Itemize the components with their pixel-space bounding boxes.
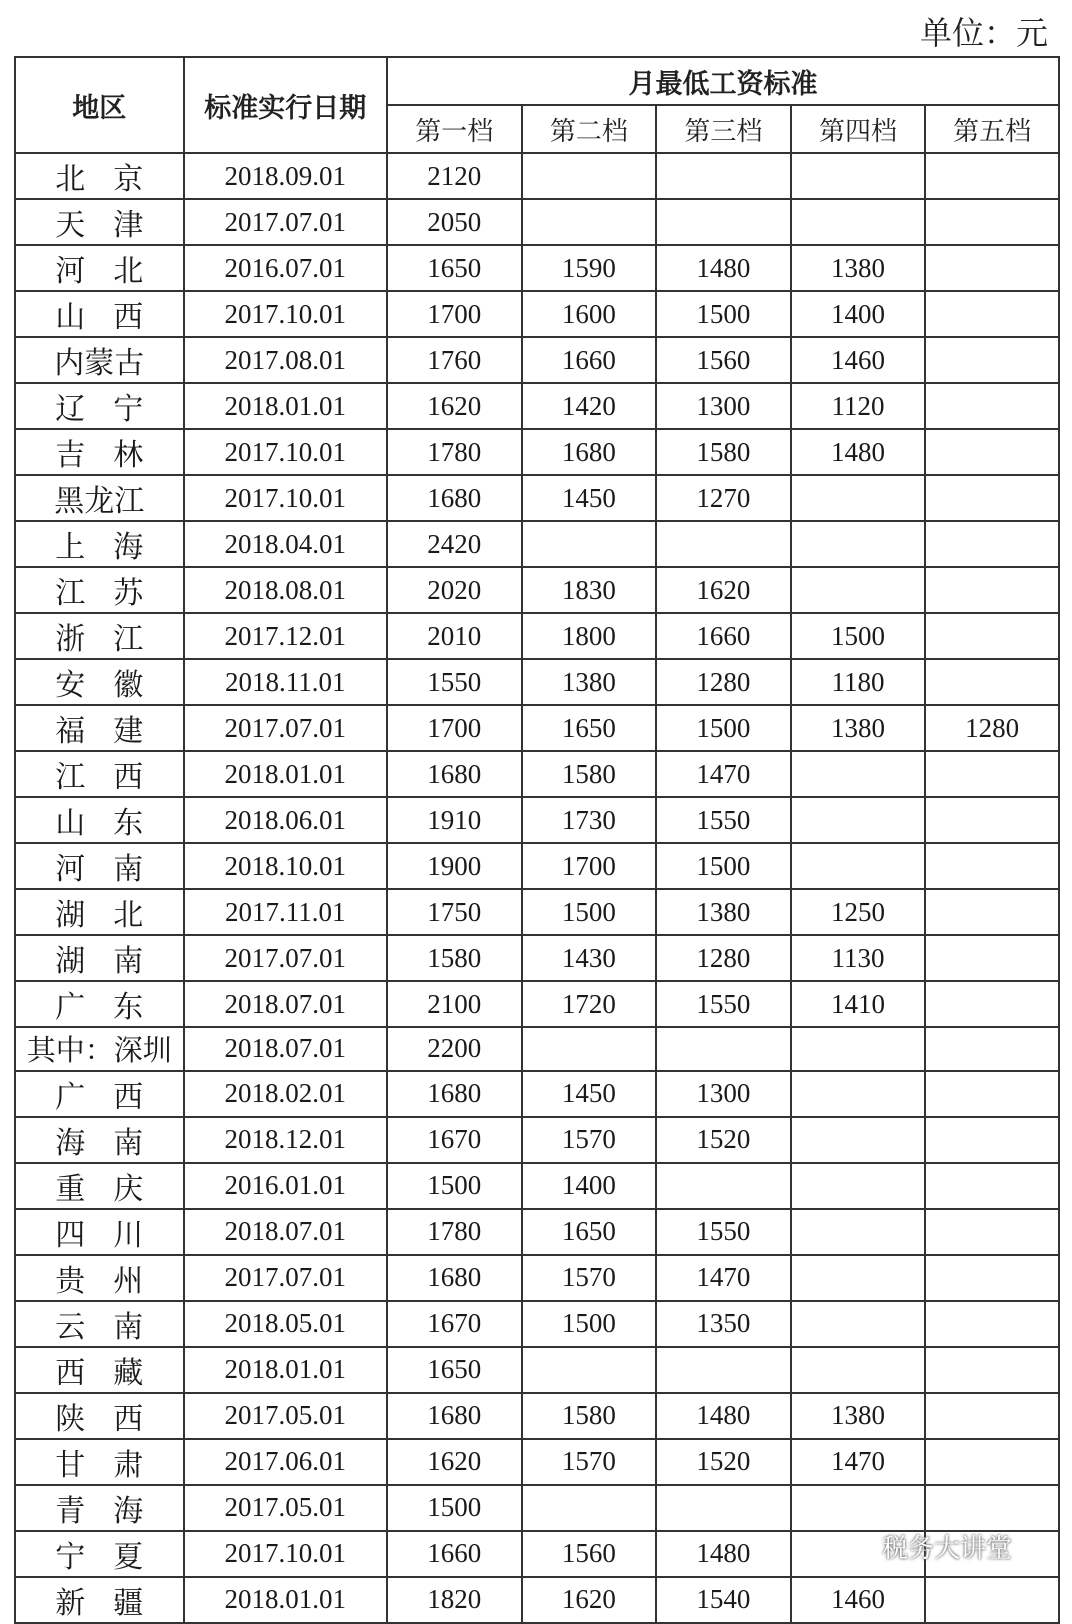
tier-4-cell: 1180 <box>791 659 926 705</box>
date-cell: 2017.10.01 <box>184 1531 387 1577</box>
tier-2-cell: 1650 <box>522 1209 657 1255</box>
tier-5-cell <box>925 245 1059 291</box>
tier-3-cell: 1500 <box>656 843 791 889</box>
tier-4-cell: 1500 <box>791 613 926 659</box>
date-cell: 2018.02.01 <box>184 1071 387 1117</box>
tier-2-cell: 1400 <box>522 1163 657 1209</box>
tier-1-cell: 1760 <box>387 337 522 383</box>
date-cell: 2017.11.01 <box>184 889 387 935</box>
header-tier-2: 第二档 <box>522 105 657 153</box>
region-cell: 内蒙古 <box>15 337 184 383</box>
tier-3-cell: 1500 <box>656 291 791 337</box>
tier-3-cell: 1270 <box>656 475 791 521</box>
header-tier-3: 第三档 <box>656 105 791 153</box>
tier-4-cell: 1380 <box>791 245 926 291</box>
region-cell: 上海 <box>15 521 184 567</box>
tier-4-cell: 1460 <box>791 337 926 383</box>
tier-3-cell: 1300 <box>656 383 791 429</box>
tier-2-cell: 1380 <box>522 659 657 705</box>
tier-5-cell <box>925 337 1059 383</box>
tier-1-cell: 1780 <box>387 429 522 475</box>
region-cell: 甘肃 <box>15 1439 184 1485</box>
watermark <box>844 1528 1012 1565</box>
tier-5-cell <box>925 1163 1059 1209</box>
tier-4-cell <box>791 843 926 889</box>
tier-4-cell <box>791 1027 926 1071</box>
region-cell: 湖北 <box>15 889 184 935</box>
wechat-icon <box>844 1534 874 1560</box>
region-cell: 贵州 <box>15 1255 184 1301</box>
table-row <box>15 521 1059 567</box>
table-row <box>15 199 1059 245</box>
tier-1-cell: 1680 <box>387 1393 522 1439</box>
date-cell: 2018.05.01 <box>184 1301 387 1347</box>
tier-5-cell <box>925 1393 1059 1439</box>
tier-3-cell: 1560 <box>656 337 791 383</box>
date-cell: 2017.07.01 <box>184 705 387 751</box>
tier-2-cell: 1720 <box>522 981 657 1027</box>
tier-4-cell: 1380 <box>791 705 926 751</box>
tier-5-cell <box>925 429 1059 475</box>
tier-2-cell <box>522 1347 657 1393</box>
tier-5-cell <box>925 383 1059 429</box>
tier-3-cell: 1550 <box>656 981 791 1027</box>
tier-5-cell <box>925 567 1059 613</box>
date-cell: 2017.05.01 <box>184 1393 387 1439</box>
date-cell: 2018.01.01 <box>184 1577 387 1623</box>
table-row <box>15 1577 1059 1623</box>
tier-3-cell: 1280 <box>656 659 791 705</box>
minimum-wage-table <box>14 56 1060 1624</box>
tier-1-cell: 1670 <box>387 1301 522 1347</box>
region-cell: 辽宁 <box>15 383 184 429</box>
tier-3-cell: 1550 <box>656 1209 791 1255</box>
tier-1-cell: 1750 <box>387 889 522 935</box>
tier-3-cell: 1280 <box>656 935 791 981</box>
tier-2-cell <box>522 1027 657 1071</box>
table-row <box>15 843 1059 889</box>
tier-4-cell <box>791 475 926 521</box>
region-cell: 山东 <box>15 797 184 843</box>
date-cell: 2018.07.01 <box>184 1209 387 1255</box>
tier-4-cell <box>791 1071 926 1117</box>
tier-1-cell: 1780 <box>387 1209 522 1255</box>
region-cell: 浙江 <box>15 613 184 659</box>
tier-1-cell: 1500 <box>387 1485 522 1531</box>
tier-3-cell: 1540 <box>656 1577 791 1623</box>
table-row <box>15 935 1059 981</box>
header-tier-1: 第一档 <box>387 105 522 153</box>
tier-1-cell: 2420 <box>387 521 522 567</box>
tier-4-cell: 1400 <box>791 291 926 337</box>
tier-5-cell <box>925 199 1059 245</box>
tier-3-cell: 1520 <box>656 1439 791 1485</box>
tier-2-cell: 1420 <box>522 383 657 429</box>
table-row <box>15 705 1059 751</box>
tier-2-cell: 1430 <box>522 935 657 981</box>
table-row <box>15 1163 1059 1209</box>
tier-2-cell: 1450 <box>522 1071 657 1117</box>
table-row <box>15 475 1059 521</box>
region-cell: 海南 <box>15 1117 184 1163</box>
table-row <box>15 1485 1059 1531</box>
tier-5-cell <box>925 1027 1059 1071</box>
tier-1-cell: 1680 <box>387 475 522 521</box>
region-cell: 河南 <box>15 843 184 889</box>
table-row <box>15 1301 1059 1347</box>
region-cell: 广西 <box>15 1071 184 1117</box>
tier-3-cell: 1380 <box>656 889 791 935</box>
date-cell: 2017.07.01 <box>184 1255 387 1301</box>
region-cell: 陕西 <box>15 1393 184 1439</box>
tier-2-cell: 1680 <box>522 429 657 475</box>
date-cell: 2018.11.01 <box>184 659 387 705</box>
date-cell: 2018.09.01 <box>184 153 387 199</box>
table-row <box>15 429 1059 475</box>
tier-2-cell: 1660 <box>522 337 657 383</box>
tier-5-cell: 1280 <box>925 705 1059 751</box>
tier-1-cell: 1620 <box>387 383 522 429</box>
tier-1-cell: 1650 <box>387 1347 522 1393</box>
table-row <box>15 291 1059 337</box>
tier-5-cell <box>925 153 1059 199</box>
table-row <box>15 1209 1059 1255</box>
date-cell: 2018.10.01 <box>184 843 387 889</box>
tier-1-cell: 1670 <box>387 1117 522 1163</box>
tier-3-cell <box>656 199 791 245</box>
region-cell: 新疆 <box>15 1577 184 1623</box>
header-tier-4: 第四档 <box>791 105 926 153</box>
tier-4-cell: 1480 <box>791 429 926 475</box>
tier-3-cell: 1470 <box>656 751 791 797</box>
tier-2-cell: 1650 <box>522 705 657 751</box>
tier-3-cell: 1500 <box>656 705 791 751</box>
region-cell: 江西 <box>15 751 184 797</box>
tier-4-cell <box>791 153 926 199</box>
table-row <box>15 751 1059 797</box>
tier-1-cell: 1820 <box>387 1577 522 1623</box>
tier-4-cell <box>791 567 926 613</box>
tier-5-cell <box>925 935 1059 981</box>
date-cell: 2018.07.01 <box>184 1027 387 1071</box>
date-cell: 2017.10.01 <box>184 475 387 521</box>
tier-3-cell: 1580 <box>656 429 791 475</box>
table-row <box>15 659 1059 705</box>
region-cell: 吉林 <box>15 429 184 475</box>
region-cell: 安徽 <box>15 659 184 705</box>
date-cell: 2016.01.01 <box>184 1163 387 1209</box>
tier-5-cell <box>925 981 1059 1027</box>
tier-4-cell: 1470 <box>791 1439 926 1485</box>
tier-2-cell <box>522 199 657 245</box>
tier-1-cell: 2120 <box>387 153 522 199</box>
watermark-text: 税务大讲堂 <box>881 1534 1012 1564</box>
tier-4-cell: 1250 <box>791 889 926 935</box>
region-cell: 山西 <box>15 291 184 337</box>
tier-3-cell <box>656 521 791 567</box>
header-date: 标准实行日期 <box>184 57 387 153</box>
tier-3-cell <box>656 1485 791 1531</box>
table-row <box>15 383 1059 429</box>
tier-3-cell: 1300 <box>656 1071 791 1117</box>
tier-4-cell <box>791 1485 926 1531</box>
tier-3-cell <box>656 1163 791 1209</box>
date-cell: 2016.07.01 <box>184 245 387 291</box>
table-body <box>15 153 1059 1623</box>
tier-1-cell: 1700 <box>387 705 522 751</box>
tier-4-cell: 1460 <box>791 1577 926 1623</box>
tier-3-cell: 1480 <box>656 1531 791 1577</box>
region-cell: 青海 <box>15 1485 184 1531</box>
table-row <box>15 1393 1059 1439</box>
tier-4-cell: 1410 <box>791 981 926 1027</box>
header-region: 地区 <box>15 57 184 153</box>
tier-4-cell <box>791 1347 926 1393</box>
tier-5-cell <box>925 1071 1059 1117</box>
tier-5-cell <box>925 797 1059 843</box>
tier-2-cell: 1560 <box>522 1531 657 1577</box>
tier-1-cell: 1660 <box>387 1531 522 1577</box>
tier-5-cell <box>925 1347 1059 1393</box>
tier-5-cell <box>925 1485 1059 1531</box>
tier-3-cell: 1550 <box>656 797 791 843</box>
tier-2-cell: 1800 <box>522 613 657 659</box>
tier-4-cell <box>791 1301 926 1347</box>
tier-3-cell: 1660 <box>656 613 791 659</box>
tier-2-cell: 1700 <box>522 843 657 889</box>
tier-1-cell: 1680 <box>387 751 522 797</box>
table-row <box>15 1439 1059 1485</box>
tier-3-cell: 1480 <box>656 1393 791 1439</box>
date-cell: 2018.01.01 <box>184 1347 387 1393</box>
tier-1-cell: 2010 <box>387 613 522 659</box>
tier-4-cell: 1380 <box>791 1393 926 1439</box>
table-row <box>15 153 1059 199</box>
tier-3-cell: 1470 <box>656 1255 791 1301</box>
tier-4-cell <box>791 751 926 797</box>
tier-2-cell <box>522 153 657 199</box>
tier-1-cell: 2100 <box>387 981 522 1027</box>
tier-3-cell: 1620 <box>656 567 791 613</box>
tier-1-cell: 2050 <box>387 199 522 245</box>
date-cell: 2017.06.01 <box>184 1439 387 1485</box>
tier-3-cell: 1350 <box>656 1301 791 1347</box>
region-cell: 重庆 <box>15 1163 184 1209</box>
table-row <box>15 1117 1059 1163</box>
tier-5-cell <box>925 1577 1059 1623</box>
date-cell: 2018.04.01 <box>184 521 387 567</box>
region-cell: 宁夏 <box>15 1531 184 1577</box>
header-group: 月最低工资标准 <box>387 57 1059 105</box>
header-tier-5: 第五档 <box>925 105 1059 153</box>
tier-3-cell: 1520 <box>656 1117 791 1163</box>
tier-1-cell: 1650 <box>387 245 522 291</box>
tier-2-cell: 1590 <box>522 245 657 291</box>
tier-5-cell <box>925 1255 1059 1301</box>
tier-1-cell: 1500 <box>387 1163 522 1209</box>
tier-5-cell <box>925 1301 1059 1347</box>
date-cell: 2018.12.01 <box>184 1117 387 1163</box>
tier-4-cell <box>791 1163 926 1209</box>
tier-2-cell <box>522 521 657 567</box>
tier-2-cell <box>522 1485 657 1531</box>
table-row <box>15 337 1059 383</box>
tier-2-cell: 1500 <box>522 1301 657 1347</box>
tier-5-cell <box>925 751 1059 797</box>
date-cell: 2017.08.01 <box>184 337 387 383</box>
date-cell: 2018.07.01 <box>184 981 387 1027</box>
tier-1-cell: 1900 <box>387 843 522 889</box>
region-cell: 西藏 <box>15 1347 184 1393</box>
region-cell: 天津 <box>15 199 184 245</box>
table-row <box>15 567 1059 613</box>
tier-5-cell <box>925 291 1059 337</box>
tier-2-cell: 1830 <box>522 567 657 613</box>
tier-1-cell: 1620 <box>387 1439 522 1485</box>
tier-2-cell: 1620 <box>522 1577 657 1623</box>
table-row <box>15 245 1059 291</box>
tier-1-cell: 1580 <box>387 935 522 981</box>
region-cell: 江苏 <box>15 567 184 613</box>
tier-2-cell: 1570 <box>522 1117 657 1163</box>
tier-5-cell <box>925 521 1059 567</box>
tier-5-cell <box>925 1209 1059 1255</box>
tier-4-cell: 1130 <box>791 935 926 981</box>
region-cell: 其中：深圳 <box>15 1027 184 1071</box>
tier-5-cell <box>925 613 1059 659</box>
tier-2-cell: 1730 <box>522 797 657 843</box>
table-row <box>15 981 1059 1027</box>
date-cell: 2017.07.01 <box>184 935 387 981</box>
tier-4-cell <box>791 199 926 245</box>
date-cell: 2018.01.01 <box>184 383 387 429</box>
tier-5-cell <box>925 475 1059 521</box>
tier-4-cell <box>791 1117 926 1163</box>
date-cell: 2017.07.01 <box>184 199 387 245</box>
date-cell: 2018.08.01 <box>184 567 387 613</box>
region-cell: 四川 <box>15 1209 184 1255</box>
date-cell: 2017.10.01 <box>184 291 387 337</box>
region-cell: 河北 <box>15 245 184 291</box>
tier-1-cell: 1680 <box>387 1071 522 1117</box>
table-row <box>15 613 1059 659</box>
region-cell: 北京 <box>15 153 184 199</box>
date-cell: 2018.06.01 <box>184 797 387 843</box>
region-cell: 福建 <box>15 705 184 751</box>
tier-1-cell: 1680 <box>387 1255 522 1301</box>
tier-4-cell <box>791 521 926 567</box>
tier-4-cell: 1120 <box>791 383 926 429</box>
tier-2-cell: 1500 <box>522 889 657 935</box>
tier-3-cell <box>656 1347 791 1393</box>
tier-1-cell: 1700 <box>387 291 522 337</box>
table-row <box>15 1071 1059 1117</box>
tier-1-cell: 2200 <box>387 1027 522 1071</box>
table-row <box>15 1347 1059 1393</box>
tier-1-cell: 1550 <box>387 659 522 705</box>
region-cell: 云南 <box>15 1301 184 1347</box>
tier-2-cell: 1580 <box>522 751 657 797</box>
tier-2-cell: 1580 <box>522 1393 657 1439</box>
tier-4-cell <box>791 1209 926 1255</box>
table-row <box>15 1027 1059 1071</box>
date-cell: 2018.01.01 <box>184 751 387 797</box>
tier-1-cell: 2020 <box>387 567 522 613</box>
tier-2-cell: 1450 <box>522 475 657 521</box>
tier-5-cell <box>925 889 1059 935</box>
region-cell: 湖南 <box>15 935 184 981</box>
tier-5-cell <box>925 1439 1059 1485</box>
table-row <box>15 889 1059 935</box>
tier-5-cell <box>925 843 1059 889</box>
tier-3-cell: 1480 <box>656 245 791 291</box>
tier-5-cell <box>925 659 1059 705</box>
region-cell: 广东 <box>15 981 184 1027</box>
tier-2-cell: 1600 <box>522 291 657 337</box>
date-cell: 2017.05.01 <box>184 1485 387 1531</box>
tier-3-cell <box>656 153 791 199</box>
unit-label: 单位：元 <box>919 14 1048 52</box>
date-cell: 2017.10.01 <box>184 429 387 475</box>
tier-2-cell: 1570 <box>522 1439 657 1485</box>
tier-2-cell: 1570 <box>522 1255 657 1301</box>
tier-4-cell <box>791 797 926 843</box>
table-row <box>15 1255 1059 1301</box>
tier-3-cell <box>656 1027 791 1071</box>
tier-1-cell: 1910 <box>387 797 522 843</box>
tier-4-cell <box>791 1255 926 1301</box>
region-cell: 黑龙江 <box>15 475 184 521</box>
table-row <box>15 797 1059 843</box>
tier-5-cell <box>925 1117 1059 1163</box>
date-cell: 2017.12.01 <box>184 613 387 659</box>
